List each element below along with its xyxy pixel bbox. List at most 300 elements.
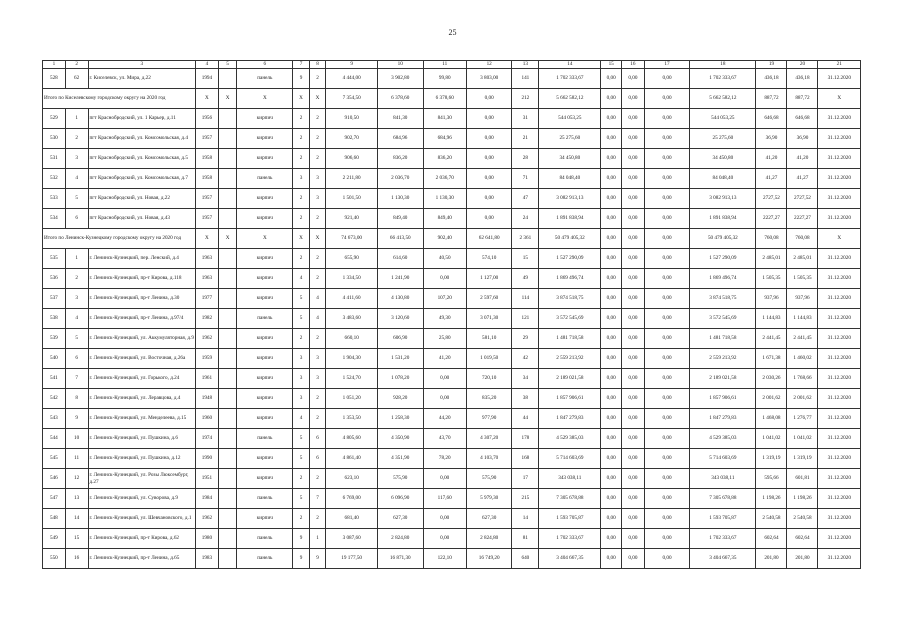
table-cell: 0,00 — [622, 389, 645, 409]
table-cell: 602,64 — [756, 529, 787, 549]
table-cell: 910,50 — [326, 109, 378, 129]
table-cell: 1 524,70 — [326, 369, 378, 389]
table-cell: 71 — [512, 169, 539, 189]
table-cell: 4 — [65, 169, 88, 189]
table-cell — [218, 429, 237, 449]
housing-register-table — [42, 60, 861, 569]
column-header: 21 — [818, 61, 861, 69]
table-cell: 547 — [43, 489, 66, 509]
table-cell: 31.12.2020 — [818, 369, 861, 389]
table-cell: пгт Краснобродский, ул. Комсомольская, д.4 — [88, 129, 196, 149]
table-cell: 535 — [43, 249, 66, 269]
table-cell: 1 505,35 — [787, 269, 818, 289]
table-cell: 1961 — [196, 369, 219, 389]
table-cell: 2 — [65, 129, 88, 149]
table-cell: 606,90 — [378, 329, 424, 349]
table-cell: 0,00 — [466, 209, 512, 229]
column-header: 20 — [787, 61, 818, 69]
table-cell: панель — [237, 169, 293, 189]
table-row — [43, 509, 861, 529]
table-cell: г. Ленинск-Кузнецкий, ул. Шевчановского, д.1 — [88, 509, 196, 529]
table-cell: 3 120,60 — [378, 309, 424, 329]
table-cell: 4 103,70 — [466, 449, 512, 469]
table-cell: 31.12.2020 — [818, 429, 861, 449]
table-cell — [218, 489, 237, 509]
table-cell: кирпич — [237, 269, 293, 289]
table-cell: 4 130,80 — [378, 289, 424, 309]
table-cell — [218, 349, 237, 369]
table-cell: 2 485,01 — [787, 249, 818, 269]
table-cell — [218, 189, 237, 209]
table-cell: кирпич — [237, 449, 293, 469]
table-cell: 6 096,90 — [378, 489, 424, 509]
table-cell: 2 — [293, 149, 310, 169]
table-cell: 841,30 — [423, 109, 466, 129]
table-cell: 31.12.2020 — [818, 269, 861, 289]
table-cell: 15 — [65, 529, 88, 549]
table-cell: 81 — [512, 529, 539, 549]
table-cell: 14 — [512, 509, 539, 529]
table-cell: 1 130,30 — [378, 189, 424, 209]
table-cell: 1990 — [196, 449, 219, 469]
table-cell: 1994 — [196, 69, 219, 89]
table-cell: 3 — [309, 369, 326, 389]
table-row — [43, 469, 861, 489]
table-cell: 1 144,83 — [756, 309, 787, 329]
table-cell: 5 662 582,12 — [539, 89, 601, 109]
table-cell: 31.12.2020 — [818, 169, 861, 189]
column-header: 8 — [309, 61, 326, 69]
table-cell: 1 869 496,74 — [539, 269, 601, 289]
table-cell: 4 444,00 — [326, 69, 378, 89]
table-row — [43, 529, 861, 549]
table-cell: 49 — [512, 269, 539, 289]
table-cell: 66 413,50 — [378, 229, 424, 249]
table-cell: 2 — [309, 109, 326, 129]
table-cell: 1983 — [196, 549, 219, 569]
table-cell: 1 847 279,83 — [690, 409, 756, 429]
table-cell: г. Ленинск-Кузнецкий, пр-т Кирова, д.62 — [88, 529, 196, 549]
table-cell: 760,08 — [787, 229, 818, 249]
table-cell: 0,00 — [644, 169, 690, 189]
table-cell: 2 001,62 — [787, 389, 818, 409]
table-cell: X — [818, 229, 861, 249]
table-cell: 2 — [309, 269, 326, 289]
table-cell: 5 — [293, 309, 310, 329]
table-row — [43, 69, 861, 89]
page-number: 25 — [448, 28, 457, 37]
table-cell: кирпич — [237, 189, 293, 209]
table-cell: 529 — [43, 109, 66, 129]
table-cell: 84 048,40 — [690, 169, 756, 189]
table-cell: 0,00 — [601, 389, 622, 409]
table-cell: г. Ленинск-Кузнецкий, пр-т Ленина, д.65 — [88, 549, 196, 569]
table-cell: 887,72 — [787, 89, 818, 109]
table-cell: 1 891 838,94 — [690, 209, 756, 229]
column-header: 5 — [218, 61, 237, 69]
table-cell: 1 276,77 — [787, 409, 818, 429]
table-cell: 3 874 518,75 — [539, 289, 601, 309]
table-cell: 21 — [512, 129, 539, 149]
table-cell: кирпич — [237, 409, 293, 429]
table-cell: 44 — [512, 409, 539, 429]
table-cell — [218, 209, 237, 229]
table-cell — [218, 469, 237, 489]
table-cell: 1963 — [196, 269, 219, 289]
table-cell: 543 — [43, 409, 66, 429]
table-cell: кирпич — [237, 289, 293, 309]
table-cell: г. Ленинск-Кузнецкий, ул. Менделеева, д.15 — [88, 409, 196, 429]
table-cell: 3 082 913,13 — [539, 189, 601, 209]
table-cell: 122,10 — [423, 549, 466, 569]
table-cell: 0,00 — [601, 349, 622, 369]
table-cell: 74 673,00 — [326, 229, 378, 249]
table-cell: 3 404 667,35 — [690, 549, 756, 569]
table-cell: 1 127,00 — [466, 269, 512, 289]
table-cell: 25 275,60 — [539, 129, 601, 149]
table-cell: 1 847 279,83 — [539, 409, 601, 429]
table-cell: 1962 — [196, 509, 219, 529]
table-cell: 0,00 — [622, 409, 645, 429]
table-cell: 9 — [293, 529, 310, 549]
table-cell: 681,40 — [326, 509, 378, 529]
column-number-row — [43, 61, 861, 69]
table-cell: 0,00 — [601, 249, 622, 269]
table-cell: 5 — [65, 189, 88, 209]
table-cell: 6 — [309, 429, 326, 449]
table-cell: 25,80 — [423, 329, 466, 349]
column-header: 17 — [644, 61, 690, 69]
table-cell: X — [818, 89, 861, 109]
table-cell: 1 501,50 — [326, 189, 378, 209]
table-cell: 1980 — [196, 529, 219, 549]
table-cell: 1 671,38 — [756, 349, 787, 369]
table-cell: 0,00 — [644, 409, 690, 429]
table-cell: 15 — [512, 249, 539, 269]
table-cell: г. Ленинск-Кузнецкий, пер. Ленский, д.4 — [88, 249, 196, 269]
table-cell: 0,00 — [622, 489, 645, 509]
table-cell: 1 531,20 — [378, 349, 424, 369]
table-cell: 0,00 — [622, 529, 645, 549]
table-cell: 0,00 — [644, 229, 690, 249]
table-row — [43, 169, 861, 189]
table-cell: 121 — [512, 309, 539, 329]
table-cell: 1 019,50 — [466, 349, 512, 369]
table-cell: 0,00 — [644, 209, 690, 229]
table-cell: 0,00 — [644, 329, 690, 349]
table-cell: X — [309, 89, 326, 109]
table-cell: 921,40 — [326, 209, 378, 229]
table-row — [43, 269, 861, 289]
table-cell: 1956 — [196, 109, 219, 129]
table-cell: 1957 — [196, 209, 219, 229]
table-cell: 1958 — [196, 169, 219, 189]
table-cell: 24 — [512, 209, 539, 229]
table-cell: кирпич — [237, 469, 293, 489]
table-cell: 0,00 — [601, 189, 622, 209]
table-cell: 1 198,26 — [756, 489, 787, 509]
table-row — [43, 349, 861, 369]
table-cell: 17 — [512, 469, 539, 489]
table-cell: X — [293, 229, 310, 249]
table-cell: 1 527 290,09 — [690, 249, 756, 269]
table-row — [43, 189, 861, 209]
table-cell: 6 — [65, 209, 88, 229]
table-cell: 16 — [65, 549, 88, 569]
table-cell: 0,00 — [622, 449, 645, 469]
table-cell: 0,00 — [644, 449, 690, 469]
table-cell: 550 — [43, 549, 66, 569]
column-header: 14 — [539, 61, 601, 69]
table-cell: 5 — [293, 449, 310, 469]
table-cell: 0,00 — [601, 289, 622, 309]
table-cell: 4 350,90 — [378, 429, 424, 449]
table-cell: 655,90 — [326, 249, 378, 269]
table-cell: панель — [237, 429, 293, 449]
table-cell: 12 — [65, 469, 88, 489]
table-cell: 538 — [43, 309, 66, 329]
table-cell: 0,00 — [601, 429, 622, 449]
table-cell: 0,00 — [423, 469, 466, 489]
table-cell: 2 036,70 — [378, 169, 424, 189]
table-cell: 29 — [512, 329, 539, 349]
table-cell: 0,00 — [644, 149, 690, 169]
table-cell: 533 — [43, 189, 66, 209]
table-row — [43, 429, 861, 449]
table-cell: 2727,52 — [787, 189, 818, 209]
table-cell: 1948 — [196, 389, 219, 409]
table-cell: 436,18 — [756, 69, 787, 89]
table-cell: 62 — [65, 69, 88, 89]
table-cell: 4 861,40 — [326, 449, 378, 469]
table-cell: пгт Краснобродский, ул. Новая, д.22 — [88, 189, 196, 209]
table-cell: 640 — [512, 549, 539, 569]
table-cell: 4 307,20 — [466, 429, 512, 449]
table-cell: 31.12.2020 — [818, 109, 861, 129]
table-cell: 581,10 — [466, 329, 512, 349]
column-header: 4 — [196, 61, 219, 69]
table-cell: X — [196, 89, 219, 109]
table-cell: г. Ленинск-Кузнецкий, ул. Горького, д.24 — [88, 369, 196, 389]
table-cell: 7 — [65, 369, 88, 389]
table-cell: 0,00 — [644, 469, 690, 489]
table-cell: 62 641,80 — [466, 229, 512, 249]
table-cell: 2 — [65, 269, 88, 289]
table-cell: 31.12.2020 — [818, 489, 861, 509]
table-cell: 9 — [293, 69, 310, 89]
table-cell: 0,00 — [601, 529, 622, 549]
table-cell: 545 — [43, 449, 66, 469]
table-cell: 2 — [309, 249, 326, 269]
table-cell: 2 — [309, 149, 326, 169]
table-cell: 212 — [512, 89, 539, 109]
table-cell: 2 485,01 — [756, 249, 787, 269]
table-cell: 0,00 — [601, 309, 622, 329]
table-cell: 3 — [293, 389, 310, 409]
table-cell — [218, 69, 237, 89]
table-cell: 43,70 — [423, 429, 466, 449]
table-cell: 107,20 — [423, 289, 466, 309]
table-cell: 50 479 405,32 — [690, 229, 756, 249]
table-cell: 1 078,20 — [378, 369, 424, 389]
table-cell: 31.12.2020 — [818, 549, 861, 569]
table-cell: 117,60 — [423, 489, 466, 509]
table-row — [43, 249, 861, 269]
table-cell: 5 — [293, 489, 310, 509]
table-cell: г. Ленинск-Кузнецкий, пр-т Ленина, д.30 — [88, 289, 196, 309]
table-cell: 201,80 — [756, 549, 787, 569]
table-cell: 1962 — [196, 329, 219, 349]
table-cell: 2227,27 — [787, 209, 818, 229]
table-row — [43, 149, 861, 169]
subtotal-label: Итого по Киселевскому городскому округу на 2020 год — [43, 89, 196, 109]
table-cell: 2 824,80 — [466, 529, 512, 549]
table-cell: 602,64 — [787, 529, 818, 549]
table-cell: 1 481 718,58 — [690, 329, 756, 349]
table-cell: 0,00 — [423, 389, 466, 409]
table-cell: 0,00 — [601, 449, 622, 469]
table-cell: 595,66 — [756, 469, 787, 489]
table-cell: 2 — [293, 329, 310, 349]
table-cell: 531 — [43, 149, 66, 169]
table-cell: 0,00 — [622, 549, 645, 569]
table-cell: 114 — [512, 289, 539, 309]
table-cell: г. Ленинск-Кузнецкий, ул. Леравцова, д.4 — [88, 389, 196, 409]
column-header: 15 — [601, 61, 622, 69]
table-cell — [218, 409, 237, 429]
table-cell: 31.12.2020 — [818, 329, 861, 349]
table-cell: 0,00 — [622, 129, 645, 149]
table-cell: 4 — [309, 289, 326, 309]
table-cell: 31.12.2020 — [818, 349, 861, 369]
table-cell: 0,00 — [622, 349, 645, 369]
table-cell: 0,00 — [601, 549, 622, 569]
table-cell: 928,20 — [378, 389, 424, 409]
table-cell: 902,70 — [326, 129, 378, 149]
table-cell: 31.12.2020 — [818, 469, 861, 489]
table-cell: 1 768,66 — [787, 369, 818, 389]
column-header: 18 — [690, 61, 756, 69]
table-cell: 0,00 — [423, 529, 466, 549]
table-cell: 0,00 — [644, 269, 690, 289]
table-cell: 1982 — [196, 309, 219, 329]
table-cell: 31.12.2020 — [818, 509, 861, 529]
table-cell: 887,72 — [756, 89, 787, 109]
column-header: 10 — [378, 61, 424, 69]
table-cell: 2 — [293, 249, 310, 269]
table-cell: 31.12.2020 — [818, 209, 861, 229]
table-cell: 141 — [512, 69, 539, 89]
table-cell: кирпич — [237, 509, 293, 529]
table-cell: 2 189 021,58 — [690, 369, 756, 389]
table-cell: 25 275,60 — [690, 129, 756, 149]
table-cell: г. Ленинск-Кузнецкий, ул. Суворова, д.9 — [88, 489, 196, 509]
table-cell: 0,00 — [601, 69, 622, 89]
column-header: 2 — [65, 61, 88, 69]
table-cell: 0,00 — [622, 249, 645, 269]
table-cell: 1 334,50 — [326, 269, 378, 289]
table-cell: 0,00 — [466, 109, 512, 129]
table-cell: 3 087,60 — [326, 529, 378, 549]
table-cell: пгт Краснобродский, ул. Комсомольская, д.7 — [88, 169, 196, 189]
table-cell: 4 — [293, 269, 310, 289]
table-cell — [218, 249, 237, 269]
table-cell: 0,00 — [622, 309, 645, 329]
table-cell: 2 — [309, 509, 326, 529]
table-cell: 2 189 021,58 — [539, 369, 601, 389]
column-header: 9 — [326, 61, 378, 69]
table-cell: 34 450,80 — [539, 149, 601, 169]
table-cell: 1 130,30 — [423, 189, 466, 209]
table-cell: 0,00 — [644, 69, 690, 89]
table-cell: 544 053,25 — [690, 109, 756, 129]
table-cell — [218, 149, 237, 169]
table-cell — [218, 549, 237, 569]
table-cell: 646,68 — [787, 109, 818, 129]
table-cell: 646,68 — [756, 109, 787, 129]
table-cell: панель — [237, 489, 293, 509]
table-cell — [218, 509, 237, 529]
table-cell: 343 038,11 — [539, 469, 601, 489]
table-cell: 0,00 — [644, 189, 690, 209]
column-header: 1 — [43, 61, 66, 69]
table-cell: 31 — [512, 109, 539, 129]
table-cell: 0,00 — [644, 89, 690, 109]
table-cell: 6 — [65, 349, 88, 369]
table-cell: 0,00 — [644, 549, 690, 569]
table-cell: 836,20 — [378, 149, 424, 169]
table-cell: 6 378,60 — [423, 89, 466, 109]
table-cell: 0,00 — [622, 69, 645, 89]
table-cell: 4 — [309, 309, 326, 329]
table-cell: 2 — [309, 69, 326, 89]
table-cell: 2 — [309, 389, 326, 409]
table-cell: 836,20 — [423, 149, 466, 169]
column-header: 3 — [88, 61, 196, 69]
table-cell: 3 — [293, 169, 310, 189]
table-cell: 2 — [293, 129, 310, 149]
table-cell: 0,00 — [644, 529, 690, 549]
table-cell: 4 — [293, 409, 310, 429]
table-cell: 7 305 678,88 — [690, 489, 756, 509]
table-cell: 19 177,50 — [326, 549, 378, 569]
table-cell: 2 — [293, 469, 310, 489]
table-cell: 0,00 — [601, 209, 622, 229]
table-cell: 31.12.2020 — [818, 409, 861, 429]
table-cell: 5 714 603,69 — [539, 449, 601, 469]
table-cell: 10 — [65, 429, 88, 449]
table-cell: 16 749,20 — [466, 549, 512, 569]
table-cell: 3 — [293, 349, 310, 369]
table-cell: 5 — [293, 429, 310, 449]
table-cell: 544 — [43, 429, 66, 449]
table-cell: 1 144,83 — [787, 309, 818, 329]
table-cell: 1 891 838,94 — [539, 209, 601, 229]
table-cell: 0,00 — [601, 269, 622, 289]
table-cell: 1 319,19 — [787, 449, 818, 469]
table-cell: пгт Краснобродский, ул. 1 Карьер, д.11 — [88, 109, 196, 129]
table-cell: 1 041,02 — [787, 429, 818, 449]
table-cell: 536 — [43, 269, 66, 289]
table-cell: 544 053,25 — [539, 109, 601, 129]
table-cell: 0,00 — [622, 469, 645, 489]
table-cell: 3 — [65, 149, 88, 169]
table-row — [43, 369, 861, 389]
table-cell: 0,00 — [622, 269, 645, 289]
column-header: 13 — [512, 61, 539, 69]
table-cell: 1 460,02 — [787, 349, 818, 369]
table-cell: 0,00 — [601, 229, 622, 249]
